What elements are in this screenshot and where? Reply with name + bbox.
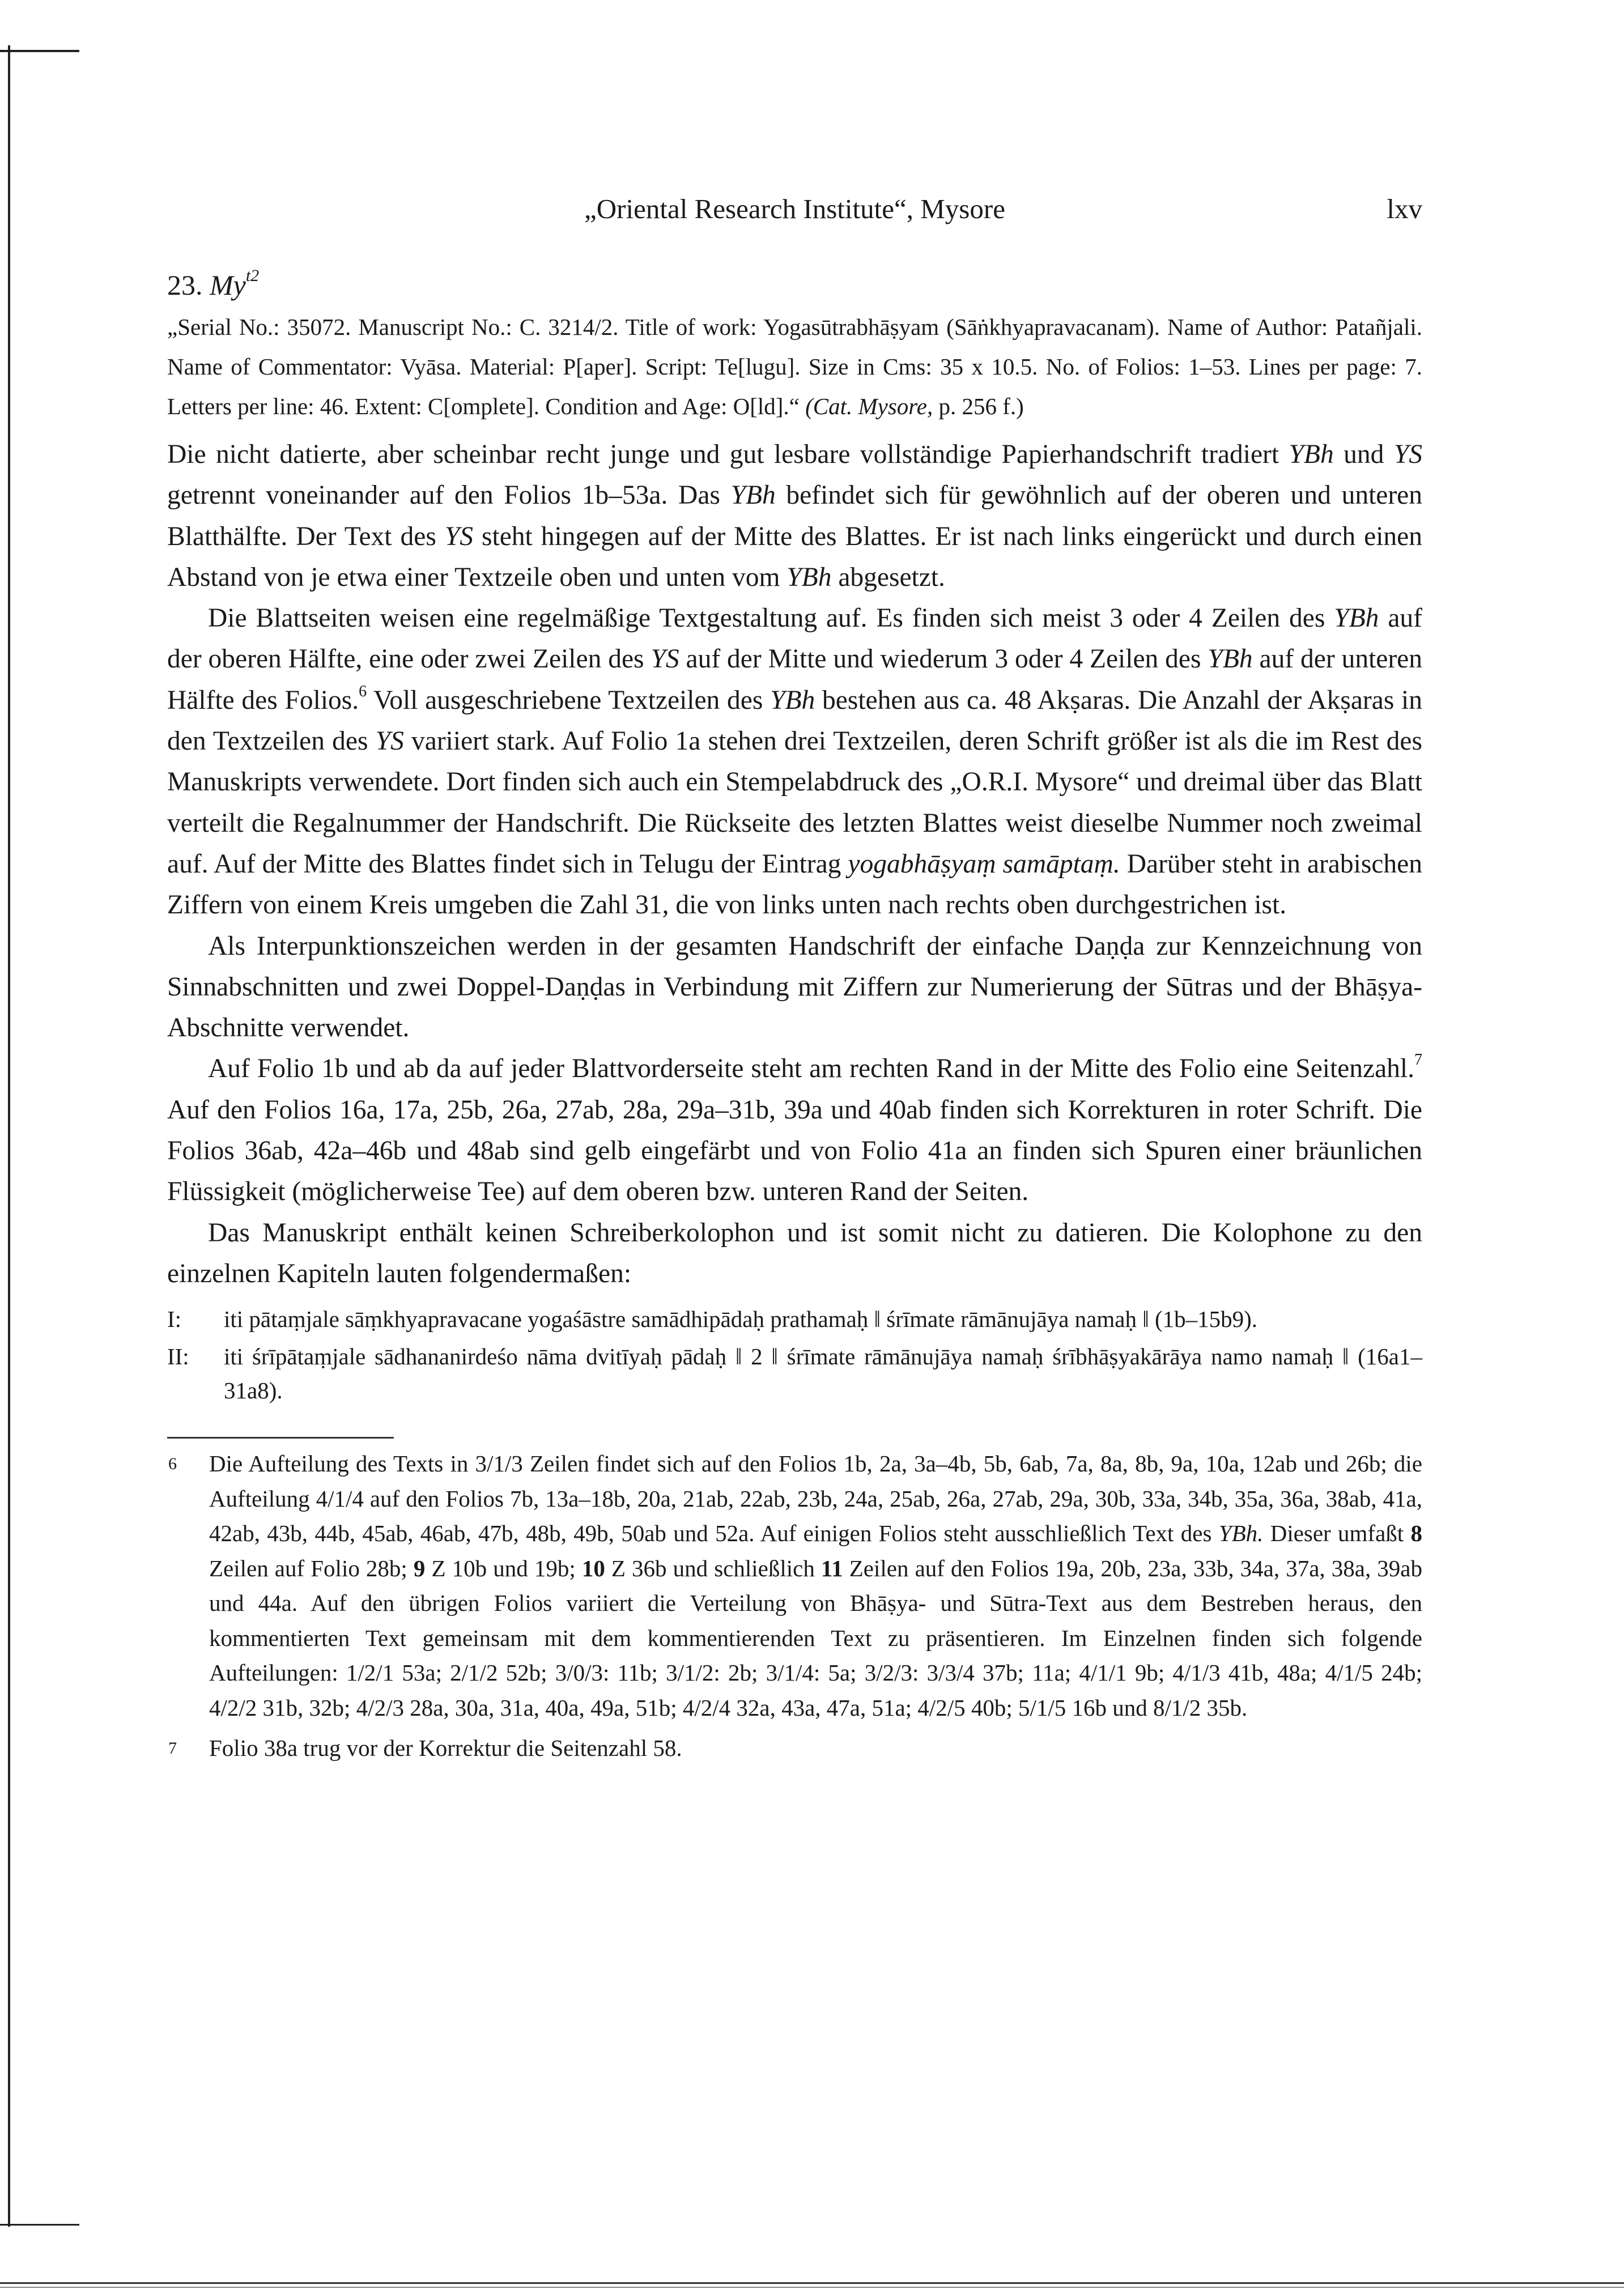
footnotes (167, 1447, 1422, 1766)
bold-number: 11 (820, 1555, 843, 1581)
italic-term: YS (375, 726, 404, 756)
colophon-item (167, 1302, 1422, 1336)
text-run: Z 36b und schließlich (605, 1555, 821, 1581)
text-run: Z 10b und 19b; (425, 1555, 582, 1581)
italic-term: yogabhāṣyaṃ samāptaṃ. (848, 849, 1120, 879)
text-run: auf der unteren Hälfte des Folios. (167, 644, 1423, 715)
text-run: variiert stark. Auf Folio 1a stehen drei Textzeilen, deren Schrift größer ist als die im Rest des Manuskripts verwendete. Dort finden sich auch ein Stempelabdruck des „O.R.I. Mysore“ und dreimal über das Blatt verteilt die Regalnummer der Handschrift. Die Rückseite des letzten Blattes weist dieselbe Nummer noch zweimal auf. Auf der Mitte des Blattes findet sich in Telugu der Eintrag (167, 726, 1422, 879)
catalog-entry (167, 307, 1422, 426)
entry-siglum-superscript: t2 (245, 266, 260, 285)
italic-term: YBh. (1218, 1520, 1264, 1547)
footnote-7 (167, 1731, 1422, 1766)
text-run: bestehen aus ca. 48 Akṣaras. Die Anzahl der Akṣaras in den Textzeilen des (167, 685, 1422, 756)
text-run: Die Aufteilung des Texts in 3/1/3 Zeilen findet sich auf den Folios 1b, 2a, 3a–4b, 5b, 6ab, 7a, 8a, 8b, 9a, 10a, 12ab und 26b; die Aufteilung 4/1/4 auf den Folios 7b, 13a–18b, 20a, 21ab, 22ab, 23b, 24a, 25ab, 26a, 27ab, 29a, 30b, 33a, 34b, 35a, 36a, 38ab, 41a, 42ab, 43b, 44b, 45ab, 46ab, 47b, 48b, 49b, 50ab und 52a. Auf einigen Folios steht ausschließlich Text des (209, 1450, 1422, 1547)
text-run: abgesetzt. (831, 562, 945, 592)
footnote-ref-7[interactable]: 7 (1414, 1051, 1422, 1069)
entry-heading (167, 266, 1422, 301)
italic-term: YBh (1208, 644, 1253, 674)
page-number: lxv (1387, 193, 1422, 224)
page (167, 193, 1422, 1772)
text-run: Darüber steht in arabischen Ziffern von einem Kreis umgeben die Zahl 31, die von links unten nach rechts oben durchgestrichen ist. (167, 849, 1422, 920)
text-run: Auf Folio 1b und ab da auf jeder Blattvorderseite steht am rechten Rand in der Mitte des Folio eine Seitenzahl. (208, 1054, 1414, 1084)
paragraph-3: Als Interpunktionszeichen werden in der gesamten Handschrift der einfache Daṇḍa zur Kennzeichnung von Sinnabschnitten und zwei Doppel-Daṇḍas in Verbindung mit Ziffern zur Numerierung der Sūtras und der Bhāṣya-Abschnitte verwendet. (167, 931, 1422, 1043)
text-run: auf der Mitte und wiederum 3 oder 4 Zeilen des (679, 644, 1208, 674)
footnote-text (209, 1447, 1422, 1725)
entry-siglum: My (210, 269, 246, 301)
footnote-6 (167, 1447, 1422, 1725)
bold-number: 9 (413, 1555, 426, 1581)
scan-edge-bar (8, 45, 10, 2227)
scan-bottom-rule-secondary (0, 2287, 1624, 2288)
text-run: Zeilen auf den Folios 19a, 20b, 23a, 33b, 34a, 37a, 38a, 39ab und 44a. Auf den übrigen Folios variiert die Verteilung von Bhāṣya- und Sūtra-Text aus dem Bestreben heraus, den kommentierten Text gemeinsam mit dem kommentierenden Text zu präsentieren. Im Einzelnen finden sich folgende Aufteilungen: 1/2/1 53a; 2/1/2 52b; 3/0/3: 11b; 3/1/2: 2b; 3/1/4: 5a; 3/2/3: 3/3/4 37b; 11a; 4/1/1 9b; 4/1/3 41b, 48a; 4/1/5 24b; 4/2/2 31b, 32b; 4/2/3 28a, 30a, 31a, 40a, 49a, 51b; 4/2/4 32a, 43a, 47a, 51a; 4/2/5 40b; 5/1/5 16b und 8/1/2 35b. (209, 1555, 1422, 1721)
catalog-text: „Serial No.: 35072. Manuscript No.: C. 3214/2. Title of work: Yogasūtrabhāṣyam (Sāṅkhyapravacanam). Name of Author: Patañjali. Name of Commentator: Vyāsa. Material: P[aper]. Script: Te[lugu]. Size in Cms: 35 x 10.5. No. of Folios: 1–53. Lines per page: 7. Letters per line: 46. Extent: C[omplete]. Condition and Age: O[ld].“ (167, 314, 1422, 419)
text-run: getrennt voneinander auf den Folios 1b–53a. Das (167, 480, 731, 510)
colophon-list (167, 1302, 1422, 1407)
scan-edge-tick-top (0, 50, 79, 52)
italic-term: YS (444, 521, 474, 551)
text-run: befindet sich für gewöhnlich auf der oberen und unteren Blatthälfte. Der Text des (167, 480, 1423, 551)
footnote-separator (167, 1437, 394, 1439)
colophon-label: I: (167, 1306, 182, 1333)
bold-number: 8 (1410, 1520, 1422, 1547)
text-run: Zeilen auf Folio 28b; (209, 1555, 414, 1581)
paragraph-2 (167, 598, 1422, 925)
scan-bottom-rule (0, 2282, 1624, 2284)
footnote-text: Folio 38a trug vor der Korrektur die Seitenzahl 58. (209, 1735, 682, 1762)
colophon-label: II: (167, 1343, 189, 1370)
footnote-mark: 7 (168, 1739, 177, 1758)
colophon-text: iti śrīpātaṃjale sādhananirdeśo nāma dvitīyaḥ pādaḥ ‖ 2 ‖ śrīmate rāmānujāya namaḥ śrībhāṣyakārāya namo namaḥ ‖ (16a1–31a8). (224, 1343, 1422, 1404)
text-run: Die nicht datierte, aber scheinbar recht junge und gut lesbare vollständige Papierhandschrift tradiert (167, 440, 1289, 469)
italic-term: YS (651, 644, 679, 674)
paragraph-4 (167, 1048, 1422, 1212)
bold-number: 10 (581, 1555, 605, 1581)
text-run: und (1333, 440, 1394, 469)
running-head (167, 193, 1422, 244)
paragraph-5: Das Manuskript enthält keinen Schreiberkolophon und ist somit nicht zu datieren. Die Kolophone zu den einzelnen Kapiteln lauten folgendermaßen: (167, 1218, 1422, 1288)
scan-edge-tick-bottom (0, 2224, 79, 2226)
italic-term: YBh (770, 685, 815, 715)
italic-term: YBh (787, 562, 832, 592)
catalog-citation-italic: (Cat. Mysore, (805, 393, 933, 419)
italic-term: YBh (1289, 440, 1334, 469)
paragraph-1 (167, 434, 1422, 598)
running-head-title: „Oriental Research Institute“, Mysore (584, 193, 1005, 224)
text-run: Dieser umfaßt (1263, 1520, 1411, 1547)
catalog-citation-page: p. 256 f.) (933, 393, 1024, 419)
text-run: Auf den Folios 16a, 17a, 25b, 26a, 27ab, 28a, 29a–31b, 39a und 40ab finden sich Korrekturen in roter Schrift. Die Folios 36ab, 42a–46b und 48ab sind gelb eingefärbt und von Folio 41a an finden sich Spuren einer bräunlichen Flüssigkeit (möglicherweise Tee) auf dem oberen bzw. unteren Rand der Seiten. (167, 1095, 1422, 1207)
italic-term: YBh (1334, 603, 1379, 633)
footnote-mark: 6 (168, 1454, 177, 1474)
entry-number: 23. (167, 269, 203, 301)
colophon-item (167, 1339, 1422, 1407)
footnote-ref-6[interactable]: 6 (359, 682, 367, 700)
text-run: Voll ausgeschriebene Textzeilen des (367, 685, 771, 715)
colophon-text: iti pātaṃjale sāṃkhyapravacane yogaśāstre samādhipādaḥ prathamaḥ ‖ śrīmate rāmānujāya namaḥ ‖ (1b–15b9). (224, 1306, 1258, 1333)
body-text (167, 434, 1422, 1294)
text-run: auf der oberen Hälfte, eine oder zwei Zeilen des (167, 603, 1422, 674)
italic-term: YBh (730, 480, 776, 510)
italic-term: YS (1393, 440, 1422, 469)
text-run: steht hingegen auf der Mitte des Blattes. Er ist nach links eingerückt und durch einen Abstand von je etwa einer Textzeile oben und unten vom (167, 521, 1422, 592)
text-run: Die Blattseiten weisen eine regelmäßige Textgestaltung auf. Es finden sich meist 3 oder 4 Zeilen des (208, 603, 1334, 633)
